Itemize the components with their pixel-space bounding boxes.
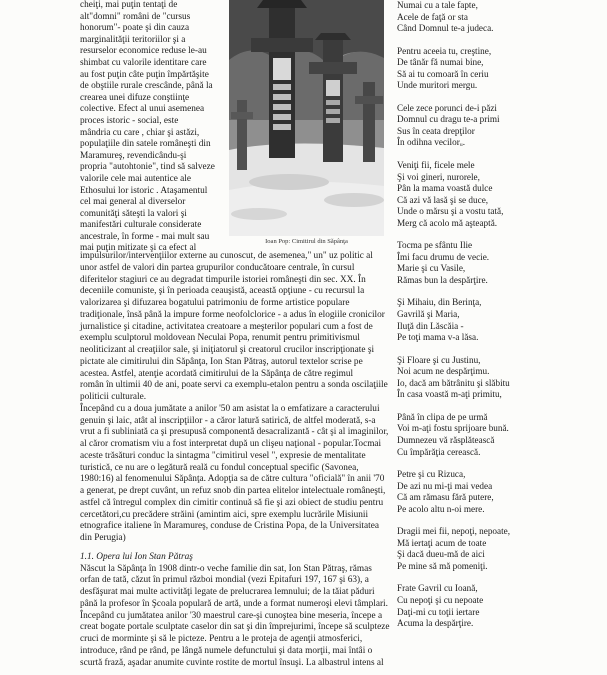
poem-line: Mă iertaţi acum de toate — [397, 537, 487, 548]
poem-line: Tocma pe sfântu Ilie — [397, 240, 473, 251]
text-line: tradiţionale, însă până la impure forme neofolclorice - a adus în elogiile cronicilor — [80, 309, 385, 320]
poem-stanza — [397, 0, 602, 35]
text-line: populaţiile din satele româneşti din — [80, 139, 211, 150]
text-line: genuin şi laic, atât al inscripţiilor - a căror latură satirică, de altfel moderată, s-a — [80, 415, 376, 426]
text-line: introduce, rând pe rând, pe lângă numele defunctului şi data morţii, mai întâi o — [80, 645, 373, 656]
poem-line: Şi voi gineri, nurorele, — [397, 171, 480, 182]
cemetery-figure — [229, 0, 384, 248]
text-line: valorizarea şi difuzarea bogatului patrimoniu de forme artistice populare — [80, 298, 350, 308]
text-line: etnografice italiene în Maramureş, conduse de Cristina Popa, de la Universitatea — [80, 521, 379, 532]
text-line: astfel că întregul complex din cimitir continuă să fie şi azi obiect de studiu pentru — [80, 497, 384, 508]
text-line: manifestări culturale considerate — [80, 220, 202, 231]
text-line: diferitelor stagiuri ce au degradat timpurile istoriei româneşti din sec. XX. În — [80, 274, 366, 285]
text-line: crearea unei difuze conştiinţe — [80, 92, 190, 103]
poem-line: Petre şi cu Rizuca, — [397, 469, 466, 480]
poem-line: Sus în ceata drepţilor — [397, 125, 475, 136]
text-line: comunităţi săteşti la valori şi — [80, 208, 187, 219]
text-line: jurnalistice şi citadine, activitatea creatoare a meşterilor populari cum a fost de — [80, 321, 373, 332]
text-line: mândria cu care , chiar şi astăzi, — [80, 127, 200, 138]
intro-text-block — [80, 0, 230, 255]
text-line: de obştiile rurale crescânde, până la — [80, 81, 213, 92]
text-line: au fost puţin câte puţin împărtăşite — [80, 69, 209, 80]
text-line: impulsurilor/intervenţiilor externe au cunoscut, de asemenea," un" uz politic al — [80, 251, 373, 261]
poem-line: Daţi-mi cu toţii iertare — [397, 606, 480, 617]
poem-line: Merg că acolo mă aşteaptă. — [397, 217, 498, 228]
poem-stanza — [397, 355, 602, 401]
text-line: ancestrale, în forme - mai mult sau — [80, 231, 210, 242]
poem-line: În odihna vecilorᵤ. — [397, 137, 466, 148]
poem-stanza — [397, 469, 602, 515]
cemetery-photo-drawing — [229, 0, 384, 236]
poem-stanza — [397, 240, 602, 286]
poem-line: Şi Mihaiu, din Berinţa, — [397, 297, 482, 308]
poem-line: Domnul cu dragu te-a primi — [397, 114, 500, 125]
text-line: al căror cromatism viu a fost interpretat după un clişeu naţional - popular.Tocmai — [80, 439, 382, 449]
epitaph-poem-column — [397, 0, 602, 641]
poem-line: Pân la mama voastă dulce — [397, 183, 493, 194]
section-paragraph — [80, 563, 390, 670]
poem-line: Io, dacă am bătrânitu şi slăbitu — [397, 377, 510, 388]
section-heading: 1.1. Opera lui Ion Stan Pătraş — [80, 551, 193, 562]
poem-line: Cu împărăţia cerească. — [397, 446, 481, 457]
poem-line: Pe mine să mă pomeniţi. — [397, 560, 488, 571]
text-line: Maramureş, revendicându-şi — [80, 150, 187, 161]
text-line: până la profesor în Şcoala populară de artă, unde a format numeroşi elevi tâmplari. — [80, 598, 388, 609]
poem-line: Pe acolo altu n-oi mere. — [397, 503, 485, 514]
poem-stanza — [397, 297, 602, 343]
text-line: orfan de tată, căzut în primul război mondial (vezi Epitafuri 197, 167 şi 63), a — [80, 575, 369, 586]
text-line: Începând cu a doua jumătate a anilor '50 am asistat la o emfatizare a caracterului — [80, 403, 380, 414]
text-line: exemplu sculptorul moldovean Neculai Popa, renumit pentru primitivismul — [80, 333, 360, 344]
text-line: cruci de morminte şi să le picteze. Pentru a le proteja de agenţii atmosferici, — [80, 634, 363, 644]
poem-line: Dumnezeu vă răsplătească — [397, 434, 495, 445]
text-line: din Perugia) — [80, 533, 126, 543]
text-line: 1980:16) al fenomenului Săpânţa. Adopţia sa de către cultura "oficială" în anii '70 — [80, 474, 385, 485]
text-line: colective. Efect al unui asemenea — [80, 104, 205, 115]
text-line: a generat, pe drept cuvânt, un refuz snob din partea elitelor intelectuale româneşti, — [80, 486, 386, 496]
cemetery-photo — [229, 0, 384, 236]
poem-line: Când Domnul te-a judeca. — [397, 23, 494, 34]
poem-line: Voi m-aţi fostu sprijoare bună. — [397, 423, 509, 434]
text-line: creat bogate portale sculptate caselor din sat şi din împrejurimi, începe să sculpteze — [80, 622, 390, 633]
poem-line: În casa voastă m-aţi primitu, — [397, 389, 502, 400]
text-line: cercetători,cu precădere străini (amintim aici, spre exemplu lucrările Misiunii — [80, 509, 369, 520]
poem-line: Unde muritori mergu. — [397, 80, 478, 91]
text-line: turistică, ce nu are o legătură reală cu fondul conceptual specific (Savonea, — [80, 462, 359, 473]
poem-line: Pe toţi mama v-a lăsa. — [397, 332, 479, 343]
poem-line: Noi acum ne despărţimu. — [397, 366, 490, 377]
text-line: valorile cele mai autentice ale — [80, 173, 191, 184]
poem-line: De azi nu mi-ţi mai vedea — [397, 480, 493, 491]
text-line: neoliticizant al creaţiilor sale, şi iniţiatorul şi creatorul crucilor inscripţionate şi — [80, 345, 375, 355]
poem-stanza — [397, 46, 602, 92]
poem-line: Frate Gavril cu Ioană, — [397, 583, 478, 594]
poem-line: Până în clipa de pe urmă — [397, 411, 488, 422]
text-line: propria "autohtonie", tind să salveze — [80, 162, 215, 173]
poem-line: Marie şi cu Vasile, — [397, 263, 466, 274]
poem-stanza — [397, 583, 602, 629]
poem-line: Dragii mei fii, nepoţi, nepoate, — [397, 526, 511, 537]
text-line: Începând cu jumătatea anilor '30 maestrul care-şi cunoştea bine meseria, începe a — [80, 610, 383, 621]
text-line: mai puţin mitizate şi ca efect al — [80, 243, 197, 254]
text-line: honorum"- poate şi din cauza — [80, 23, 190, 34]
text-line: unor astfel de valori din partea grupurilor conducătoare centrale, în cursul — [80, 262, 355, 273]
poem-line: Veniţi fii, ficele mele — [397, 160, 475, 171]
text-line: Ethosului lor istoric . Ataşamentul — [80, 185, 208, 196]
text-line: resurselor economice reduse le-au — [80, 46, 207, 57]
poem-line: Unde o mărsu şi a vostu tată, — [397, 206, 504, 217]
poem-line: Pentru aceeia tu, creştine, — [397, 45, 492, 56]
text-line: cel mai general al diverselor — [80, 197, 186, 208]
main-text-block — [80, 251, 390, 669]
text-line: român în ultimii 40 de ani, poate servi ca exemplu-etalon pentru a sonda oscilaţiile — [80, 380, 388, 391]
body-paragraphs — [80, 251, 389, 545]
poem-stanza — [397, 526, 602, 572]
text-line: scurtă frază, aşadar anumite cuvinte rostite de mortul însuşi. La albastrul intens al — [80, 657, 384, 668]
poem-line: Gavrilă şi Maria, — [397, 309, 460, 320]
poem-line: Că azi vă lasă şi se duce, — [397, 194, 489, 205]
text-line: pictate ale cimitirului din Săpânţa, Ion Stan Pătraş, autorul textelor scrise pe — [80, 356, 363, 367]
figure-caption: Ioan Pop: Cimitirul din Săpânţa — [265, 238, 348, 245]
text-line: marginalităţii teritoriilor şi a — [80, 34, 186, 45]
poem-stanza — [397, 103, 602, 149]
text-line: Născut la Săpânţa în 1908 dintr-o veche familie din sat, Ion Stan Pătraş, rămas — [80, 563, 372, 574]
text-line: desfăşurat mai multe activităţi legate de prelucrarea lemnului; de la tăiat păduri — [80, 587, 375, 597]
text-line: shimbat cu valorile identitare care — [80, 57, 207, 68]
poem-line: Acuma la despărţire. — [397, 618, 474, 629]
text-line: acestea. Astfel, atenţie acordată cimitirului de la Săpânţa de către regimul — [80, 368, 354, 379]
poem-line: Şi dacă dueu-mă de aici — [397, 549, 485, 560]
poem-line: Că am rămasu fără putere, — [397, 492, 494, 503]
poem-line: Şi Floare şi cu Justinu, — [397, 354, 481, 365]
poem-line: Rămas bun la despărţire. — [397, 274, 488, 285]
text-line: deceniile comuniste, şi în perioada ceauşistă, această opţiune - cu recursul la — [80, 286, 365, 297]
text-line: cheiţi, mai puţin tentaţi de — [80, 0, 178, 10]
poem-line: Cele zece porunci de-i păzi — [397, 102, 497, 113]
poem-line: Îmi facu drumu de vecie. — [397, 251, 490, 262]
text-line: vrut a fi subliniată ca şi presupusă componentă desacralizantă - cât şi al imaginilor, — [80, 427, 389, 438]
text-line: proces istoric - social, este — [80, 115, 179, 126]
poem-line: Cu nepoţi şi cu nepoate — [397, 594, 484, 605]
poem-stanza — [397, 412, 602, 458]
poem-line: De tânăr fă numai bine, — [397, 57, 484, 68]
poem-line: Numai cu a tale fapte, — [397, 0, 478, 10]
text-line: alt"domni" români de "cursus — [80, 11, 191, 22]
text-line: aceste trăsături conduc la sintagma "cimitirul vesel ", expresie de mentalitate — [80, 450, 366, 461]
poem-line: Să ai tu comoară în ceriu — [397, 68, 489, 79]
poem-line: Iluţă din Lăscăia - — [397, 320, 464, 331]
text-line: politicii culturale. — [80, 392, 147, 402]
poem-stanza — [397, 160, 602, 229]
poem-line: Acele de faţă or sta — [397, 11, 468, 22]
